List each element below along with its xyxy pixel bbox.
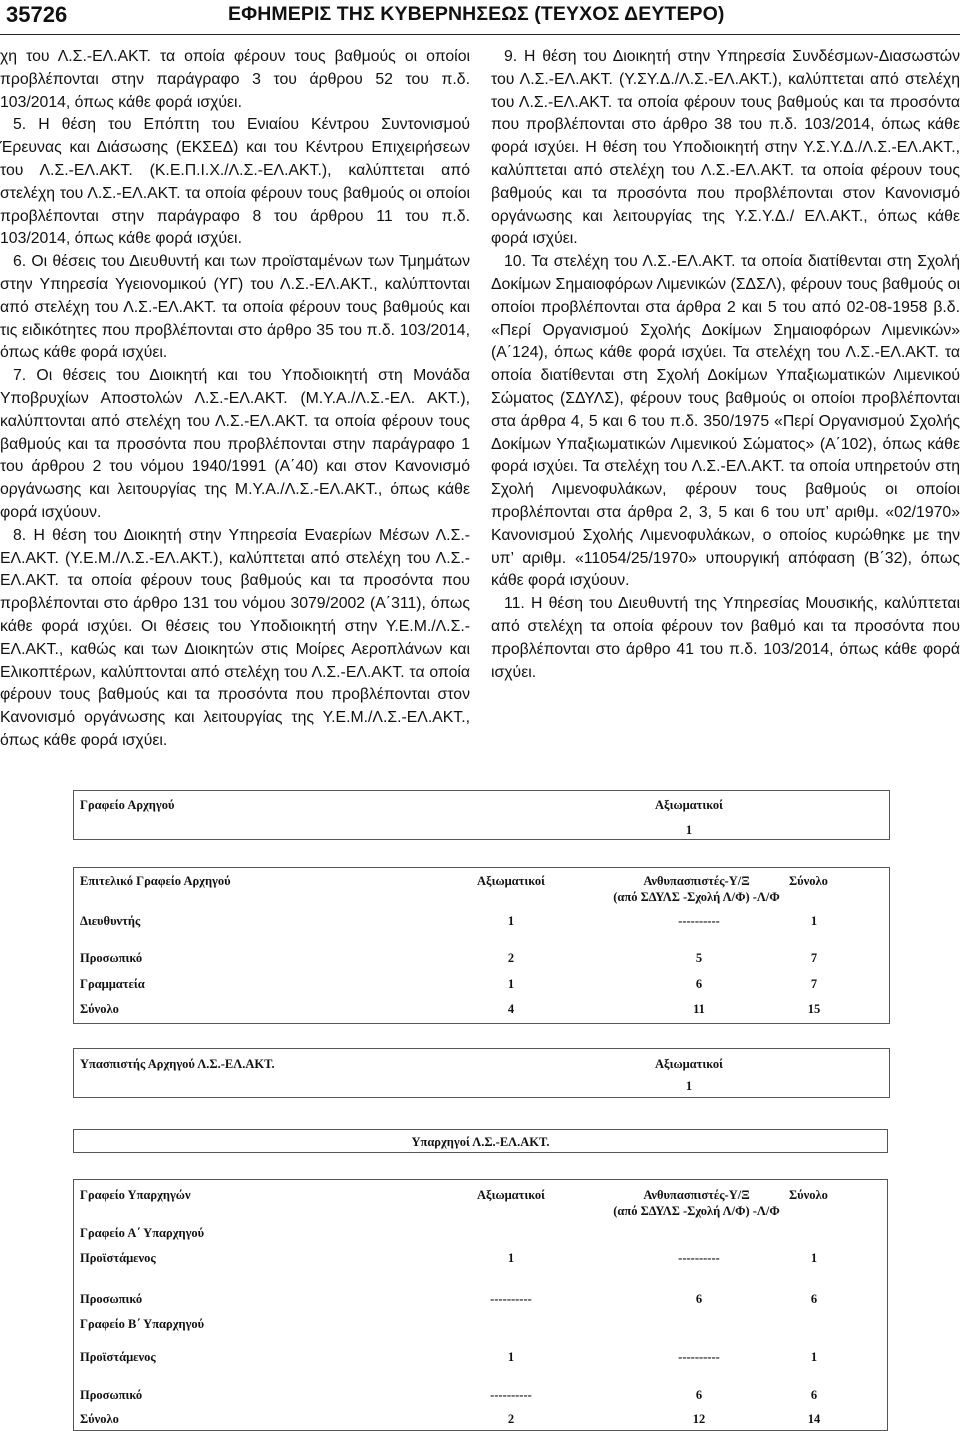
paragraph: 6. Οι θέσεις του Διευθυντή και των προϊσταμένων των Τμημάτων στην Υπηρεσία Υγειονομικού (ΥΓ) του Λ.Σ.-ΕΛ.ΑΚΤ., καλύπτονται από στελέχη του Λ.Σ.-ΕΛ.ΑΚΤ. τα οποία φέρουν τους βαθμούς και τις ειδικότητες που προβλέπονται στο άρθρο 35 του π.δ. 103/2014, όπως κάθε φορά ισχύει. (0, 253, 470, 362)
table-cell: 7 (810, 951, 818, 965)
table-cell: 6 (810, 1388, 818, 1402)
table-cell: Διευθυντής (80, 914, 141, 928)
right-column (491, 46, 960, 684)
table-cell: Προσωπικό (80, 1388, 143, 1402)
table-cell: Αξιωματικοί (654, 1057, 724, 1071)
paragraph: 9. Η θέση του Διοικητή στην Υπηρεσία Συνδέσμων-Διασωστών του Λ.Σ.-ΕΛ.ΑΚΤ. (Υ.ΣΥ.Δ./Λ.Σ.-ΕΛ.ΑΚΤ.), καλύπτεται από στελέχη του Λ.Σ.-ΕΛ.ΑΚΤ. τα οποία φέρουν τους βαθμούς και τα προσόντα που προβλέπονται στο άρθρο 38 του π.δ. 103/2014, όπως κάθε φορά ισχύει. Η θέση του Υποδιοικητή στην Υ.Σ.Υ.Δ./Λ.Σ.-ΕΛ.ΑΚΤ., καλύπτεται από στελέχη του Λ.Σ.-ΕΛ.ΑΚΤ. τα οποία φέρουν τους βαθμούς και τα προσόντα που προβλέπονται στον Κανονισμό οργάνωσης και λειτουργίας της Υ.Σ.Υ.Δ./ ΕΛ.ΑΚΤ., όπως κάθε φορά ισχύει. (491, 48, 960, 248)
table-cell: 14 (807, 1412, 821, 1426)
table-header: Σύνολο (789, 1188, 828, 1202)
paragraph: 10. Τα στελέχη του Λ.Σ.-ΕΛ.ΑΚΤ. τα οποία διατίθενται στη Σχολή Δοκίμων Σημαιοφόρων Λιμενικών (ΣΔΣΛ), φέρουν τους βαθμούς οι οποίοι προβλέπονται στα άρθρα 2 και 5 του από 02-08-1958 β.δ. «Περί Οργανισμού Σχολής Δοκίμων Σημαιοφόρων Λιμενικών» (Α΄124), όπως κάθε φορά ισχύει. Τα στελέχη του Λ.Σ.-ΕΛ.ΑΚΤ. τα οποία διατίθενται στη Σχολή Δοκίμων Υπαξιωματικών Λιμενικού Σώματος (ΣΔΥΛΣ), φέρουν τους βαθμούς οι οποίοι προβλέπονται στα άρθρα 4, 5 και 6 του π.δ. 350/1975 «Περί Οργανισμού Σχολής Δοκίμων Υπαξιωματικών Λιμενικού Σώματος» (Α΄102), όπως κάθε φορά ισχύει. Τα στελέχη του Λ.Σ.-ΕΛ.ΑΚΤ. τα οποία υπηρετούν στη Σχολή Λιμενοφυλάκων, φέρουν τους βαθμούς οι οποίοι προβλέπονται στα άρθρα 2, 3, 5 και 6 του υπ’ αριθμ. «02/1970» Κανονισμού Σχολής Λιμενοφυλάκων, ο οποίος κυρώθηκε με την υπ’ αριθμ. «11054/25/1970» υπουργική απόφαση (Β΄32), όπως κάθε φορά ισχύουν. (491, 253, 960, 590)
table-cell: 1 (810, 1350, 818, 1364)
table-title: Υπαρχηγοί Λ.Σ.-ΕΛ.ΑΚΤ. (411, 1135, 550, 1149)
table-adjutant (73, 1048, 890, 1098)
table-header: Ανθυπασπιστές-Υ/Ξ (643, 874, 750, 888)
table-title-box (73, 1129, 888, 1153)
table-cell: 1 (507, 1251, 515, 1265)
table-cell: 2 (507, 1412, 515, 1426)
table-header: (από ΣΔΥΛΣ -Σχολή Λ/Φ) -Λ/Φ (613, 1204, 780, 1218)
table-staff-office (73, 867, 890, 1024)
table-cell: 1 (685, 1079, 693, 1093)
table-cell: Προσωπικό (80, 951, 143, 965)
paragraph: 11. Η θέση του Διευθυντή της Υπηρεσίας Μουσικής, καλύπτεται από στελέχη τα οποία φέρουν τον βαθμό και τα προσόντα που προβλέπονται στο άρθρο 41 του π.δ. 103/2014, όπως κάθε φορά ισχύει. (491, 595, 960, 681)
table-cell: 1 (810, 1251, 818, 1265)
table-header: Επιτελικό Γραφείο Αρχηγού (80, 874, 231, 888)
paragraph: 7. Οι θέσεις του Διοικητή και του Υποδιοικητή στη Μονάδα Υποβρυχίων Αποστολών Λ.Σ.-ΕΛ.ΑΚΤ. (Μ.Υ.Α./Λ.Σ.-ΕΛ. ΑΚΤ.), καλύπτονται από στελέχη του Λ.Σ.-ΕΛ.ΑΚΤ. τα οποία φέρουν τους βαθμούς και τα προσόντα που προβλέπονται στην παράγραφο 1 του άρθρου 2 του νόμου 1940/1991 (Α΄40) και στον Κανονισμό οργάνωσης και λειτουργίας της Μ.Υ.Α./Λ.Σ.-ΕΛ.ΑΚΤ., όπως κάθε φορά ισχύουν. (0, 367, 470, 521)
table-cell: Γραφείο Β΄ Υπαρχηγού (80, 1317, 205, 1331)
table-cell: 6 (695, 1292, 703, 1306)
table-cell: Αξιωματικοί (654, 798, 724, 812)
table-cell: 5 (695, 951, 703, 965)
table-cell: Σύνολο (80, 1002, 119, 1016)
table-deputy-chiefs (73, 1129, 888, 1429)
table-cell: ---------- (490, 1292, 532, 1306)
table-cell: Γραμματεία (80, 977, 145, 991)
table-cell: ---------- (678, 1350, 720, 1364)
table-cell: Υπασπιστής Αρχηγού Λ.Σ.-ΕΛ.ΑΚΤ. (80, 1057, 275, 1071)
page-number: 35726 (6, 2, 68, 27)
table-cell: 4 (507, 1002, 515, 1016)
table-cell: Προσωπικό (80, 1292, 143, 1306)
table-cell: 15 (807, 1002, 821, 1016)
table-cell: Σύνολο (80, 1412, 119, 1426)
table-cell: 6 (810, 1292, 818, 1306)
table-cell: 6 (695, 1388, 703, 1402)
table-cell: 1 (810, 914, 818, 928)
table-cell: Γραφείο Αρχηγού (80, 798, 175, 812)
table-cell: 2 (507, 951, 515, 965)
table-header: Αξιωματικοί (476, 1188, 546, 1202)
table-cell: 7 (810, 977, 818, 991)
paragraph: 5. Η θέση του Επόπτη του Ενιαίου Κέντρου Συντονισμού Έρευνας και Διάσωσης (ΕΚΣΕΔ) και του Κέντρου Επιχειρήσεων του Λ.Σ.-ΕΛ.ΑΚΤ. (Κ.Ε.Π.Ι.Χ./Λ.Σ.-ΕΛ.ΑΚΤ.), καλύπτεται από στελέχη του Λ.Σ.-ΕΛ.ΑΚΤ. τα οποία φέρουν τους βαθμούς οι οποίοι προβλέπονται στην παράγραφο 8 του άρθρου 11 του π.δ. 103/2014, όπως κάθε φορά ισχύει. (0, 116, 470, 248)
table-cell: ---------- (490, 1388, 532, 1402)
table-cell: 1 (507, 1350, 515, 1364)
paragraph: χη του Λ.Σ.-ΕΛ.ΑΚΤ. τα οποία φέρουν τους βαθμούς οι οποίοι προβλέπονται στην παράγραφο 3 του άρθρου 52 του π.δ. 103/2014, όπως κάθε φορά ισχύει. (0, 48, 470, 111)
paragraph: 8. Η θέση του Διοικητή στην Υπηρεσία Εναερίων Μέσων Λ.Σ.-ΕΛ.ΑΚΤ. (Υ.Ε.Μ./Λ.Σ.-ΕΛ.ΑΚΤ.), καλύπτεται από στελέχη του Λ.Σ.-ΕΛ.ΑΚΤ. τα οποία φέρουν τους βαθμούς και τα προσόντα που προβλέπονται στο άρθρο 131 του νόμου 3079/2002 (Α΄311), όπως κάθε φορά ισχύει. Οι θέσεις του Υποδιοικητή στην Υ.Ε.Μ./Λ.Σ.-ΕΛ.ΑΚΤ., καθώς και των Διοικητών στις Μοίρες Αεροπλάνων και Ελικοπτέρων, καλύπτονται από στελέχη του Λ.Σ.-ΕΛ.ΑΚΤ. τα οποία φέρουν τους βαθμούς και τα προσόντα που προβλέπονται στον Κανονισμό οργάνωσης και λειτουργίας της Υ.Ε.Μ./Λ.Σ.-ΕΛ.ΑΚΤ., όπως κάθε φορά ισχύει. (0, 526, 470, 749)
table-header: Ανθυπασπιστές-Υ/Ξ (643, 1188, 750, 1202)
table-cell: 12 (692, 1412, 706, 1426)
table-body-box (73, 1179, 888, 1431)
table-header: (από ΣΔΥΛΣ -Σχολή Λ/Φ) -Λ/Φ (613, 890, 780, 904)
table-cell: ---------- (678, 1251, 720, 1265)
table-cell: 1 (685, 823, 693, 837)
table-header: Σύνολο (789, 874, 828, 888)
table-cell: 11 (693, 1002, 705, 1016)
table-header: Αξιωματικοί (476, 874, 546, 888)
table-cell: 1 (507, 914, 515, 928)
table-cell: Γραφείο Α΄ Υπαρχηγού (80, 1226, 205, 1240)
table-header: Γραφείο Υπαρχηγών (80, 1188, 191, 1202)
table-cell: ---------- (678, 914, 720, 928)
table-cell: 6 (695, 977, 703, 991)
table-cell: Προϊστάμενος (80, 1350, 156, 1364)
table-cell: Προϊστάμενος (80, 1251, 156, 1265)
left-column (0, 46, 470, 753)
table-office-chief (73, 790, 890, 840)
page-header (0, 0, 960, 35)
gazette-title: ΕΦΗΜΕΡΙΣ ΤΗΣ ΚΥΒΕΡΝΗΣΕΩΣ (ΤΕΥΧΟΣ ΔΕΥΤΕΡΟ) (228, 3, 725, 25)
table-cell: 1 (507, 977, 515, 991)
